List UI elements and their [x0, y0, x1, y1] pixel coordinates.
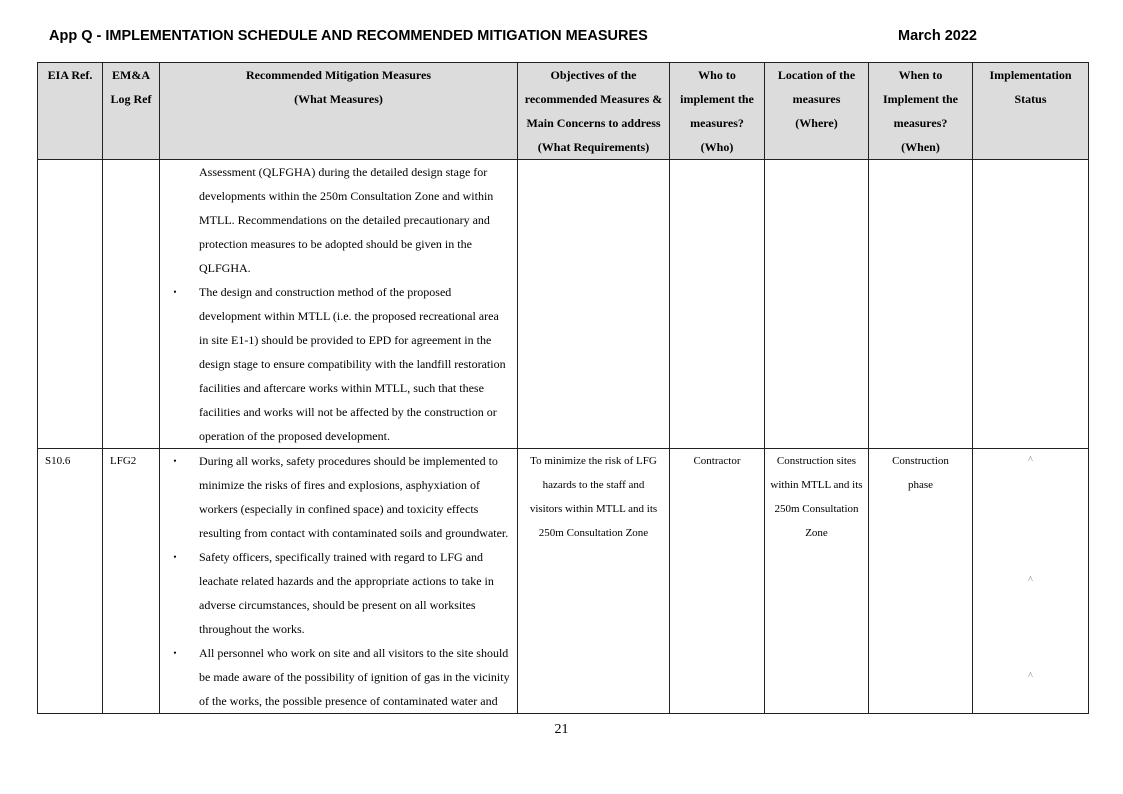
measure-text-line: of the works, the possible presence of contaminated water and	[199, 694, 498, 708]
measures-cell	[160, 449, 518, 714]
measure-text-line: adverse circumstances, should be present on all worksites	[199, 598, 476, 612]
column-header-line: When to	[898, 68, 943, 82]
when-cell-line: phase	[907, 479, 934, 491]
measure-text-line: be made aware of the possibility of ignition of gas in the vicinity	[199, 670, 510, 684]
column-header-line: EIA Ref.	[47, 68, 93, 82]
objectives-cell	[518, 160, 670, 449]
who-cell	[670, 449, 765, 714]
column-header-line: recommended Measures &	[524, 92, 663, 106]
bullet-icon: •	[173, 648, 177, 658]
when-cell-line: Construction	[892, 455, 949, 467]
status-marker: ^	[1028, 455, 1033, 466]
document-header	[49, 28, 1089, 48]
objectives-cell-line: To minimize the risk of LFG	[530, 455, 657, 467]
document-title: App Q - IMPLEMENTATION SCHEDULE AND RECOMMENDED MITIGATION MEASURES	[49, 28, 648, 44]
where-cell-line: Zone	[805, 527, 828, 539]
column-header-line: implement the	[680, 92, 754, 106]
measure-text-line: All personnel who work on site and all visitors to the site should	[199, 646, 509, 660]
measure-text-line: facilities and works will not be affected by the construction or	[199, 405, 497, 419]
where-cell-line: Construction sites	[776, 455, 857, 467]
table-row	[38, 449, 1089, 714]
column-header-status	[973, 63, 1089, 160]
column-header-line: (Who)	[700, 140, 734, 154]
bullet-icon: •	[173, 456, 177, 466]
who-cell-line: Contractor	[693, 455, 741, 467]
column-header-line: Main Concerns to address	[526, 116, 661, 130]
column-header-line: Location of the	[777, 68, 856, 82]
where-cell-line: within MTLL and its	[770, 479, 863, 491]
measure-text-line: design stage to ensure compatibility with the landfill restoration	[199, 357, 506, 371]
column-header-line: Implementation	[989, 68, 1072, 82]
column-header-where	[765, 63, 869, 160]
column-header-line: (When)	[901, 140, 940, 154]
measure-bullet-item	[170, 449, 513, 545]
measure-text-line: throughout the works.	[199, 622, 305, 636]
measure-bullet-item	[170, 641, 513, 713]
column-header-line: measures?	[690, 116, 744, 130]
column-header-line: Status	[1014, 92, 1047, 106]
measures-cell	[160, 160, 518, 449]
measure-text-line: minimize the risks of fires and explosions, asphyxiation of	[199, 478, 480, 492]
mitigation-measures-table	[37, 62, 1089, 714]
status-cell	[973, 160, 1089, 449]
measure-text-line: facilities and aftercare works within MTLL, such that these	[199, 381, 484, 395]
column-header-line: measures	[792, 92, 841, 106]
column-header-log-ref	[103, 63, 160, 160]
objectives-cell	[518, 449, 670, 714]
column-header-when	[869, 63, 973, 160]
measure-text-line: Assessment (QLFGHA) during the detailed design stage for	[199, 165, 488, 179]
log-ref-cell	[103, 160, 160, 449]
measure-text-line: operation of the proposed development.	[199, 429, 390, 443]
column-header-line: (Where)	[795, 116, 838, 130]
objectives-cell-line: 250m Consultation Zone	[538, 527, 649, 539]
measure-text-line: workers (especially in confined space) and toxicity effects	[199, 502, 479, 516]
measure-text-line: development within MTLL (i.e. the proposed recreational area	[199, 309, 499, 323]
column-header-eia-ref	[38, 63, 103, 160]
column-header-line: Objectives of the	[550, 68, 637, 82]
when-cell	[869, 449, 973, 714]
objectives-cell-line: visitors within MTLL and its	[529, 503, 658, 515]
measure-text-line: in site E1-1) should be provided to EPD for agreement in the	[199, 333, 492, 347]
when-cell	[869, 160, 973, 449]
column-header-line: (What Requirements)	[537, 140, 650, 154]
measure-text-line: resulting from contact with contaminated soils and groundwater.	[199, 526, 509, 540]
table-row	[38, 160, 1089, 449]
column-header-line: Recommended Mitigation Measures	[245, 68, 432, 82]
measure-text-line: MTLL. Recommendations on the detailed precautionary and	[199, 213, 490, 227]
where-cell	[765, 160, 869, 449]
measure-text-line: developments within the 250m Consultation Zone and within	[199, 189, 494, 203]
eia-ref-cell: S10.6	[38, 449, 103, 714]
status-marker: ^	[1028, 671, 1033, 682]
column-header-who	[670, 63, 765, 160]
where-cell-line: 250m Consultation	[774, 503, 859, 515]
measure-bullet-item	[170, 280, 513, 448]
document-date: March 2022	[898, 28, 977, 44]
measure-text-line: Safety officers, specifically trained with regard to LFG and	[199, 550, 484, 564]
bullet-icon: •	[173, 287, 177, 297]
measure-text-line: QLFGHA.	[199, 261, 251, 275]
who-cell	[670, 160, 765, 449]
measure-text-line: During all works, safety procedures should be implemented to	[199, 454, 498, 468]
table-header-row	[38, 63, 1089, 160]
bullet-icon: •	[173, 552, 177, 562]
column-header-line: Who to	[698, 68, 736, 82]
measure-bullet-item	[170, 545, 513, 641]
measure-text-line: leachate related hazards and the appropriate actions to take in	[199, 574, 494, 588]
column-header-line: Implement the	[883, 92, 958, 106]
column-header-line: (What Measures)	[294, 92, 383, 106]
measure-continuation	[170, 160, 513, 280]
status-cell	[973, 449, 1089, 714]
column-header-objectives	[518, 63, 670, 160]
log-ref-cell: LFG2	[103, 449, 160, 714]
objectives-cell-line: hazards to the staff and	[542, 479, 645, 491]
measure-text-line: The design and construction method of the proposed	[199, 285, 452, 299]
where-cell	[765, 449, 869, 714]
eia-ref-cell	[38, 160, 103, 449]
status-marker: ^	[1028, 575, 1033, 586]
page-number: 21	[554, 722, 569, 737]
column-header-line: measures?	[893, 116, 948, 130]
column-header-measures	[160, 63, 518, 160]
column-header-line: EM&A	[112, 68, 150, 82]
measure-text-line: protection measures to be adopted should be given in the	[199, 237, 472, 251]
column-header-line: Log Ref	[110, 92, 152, 106]
